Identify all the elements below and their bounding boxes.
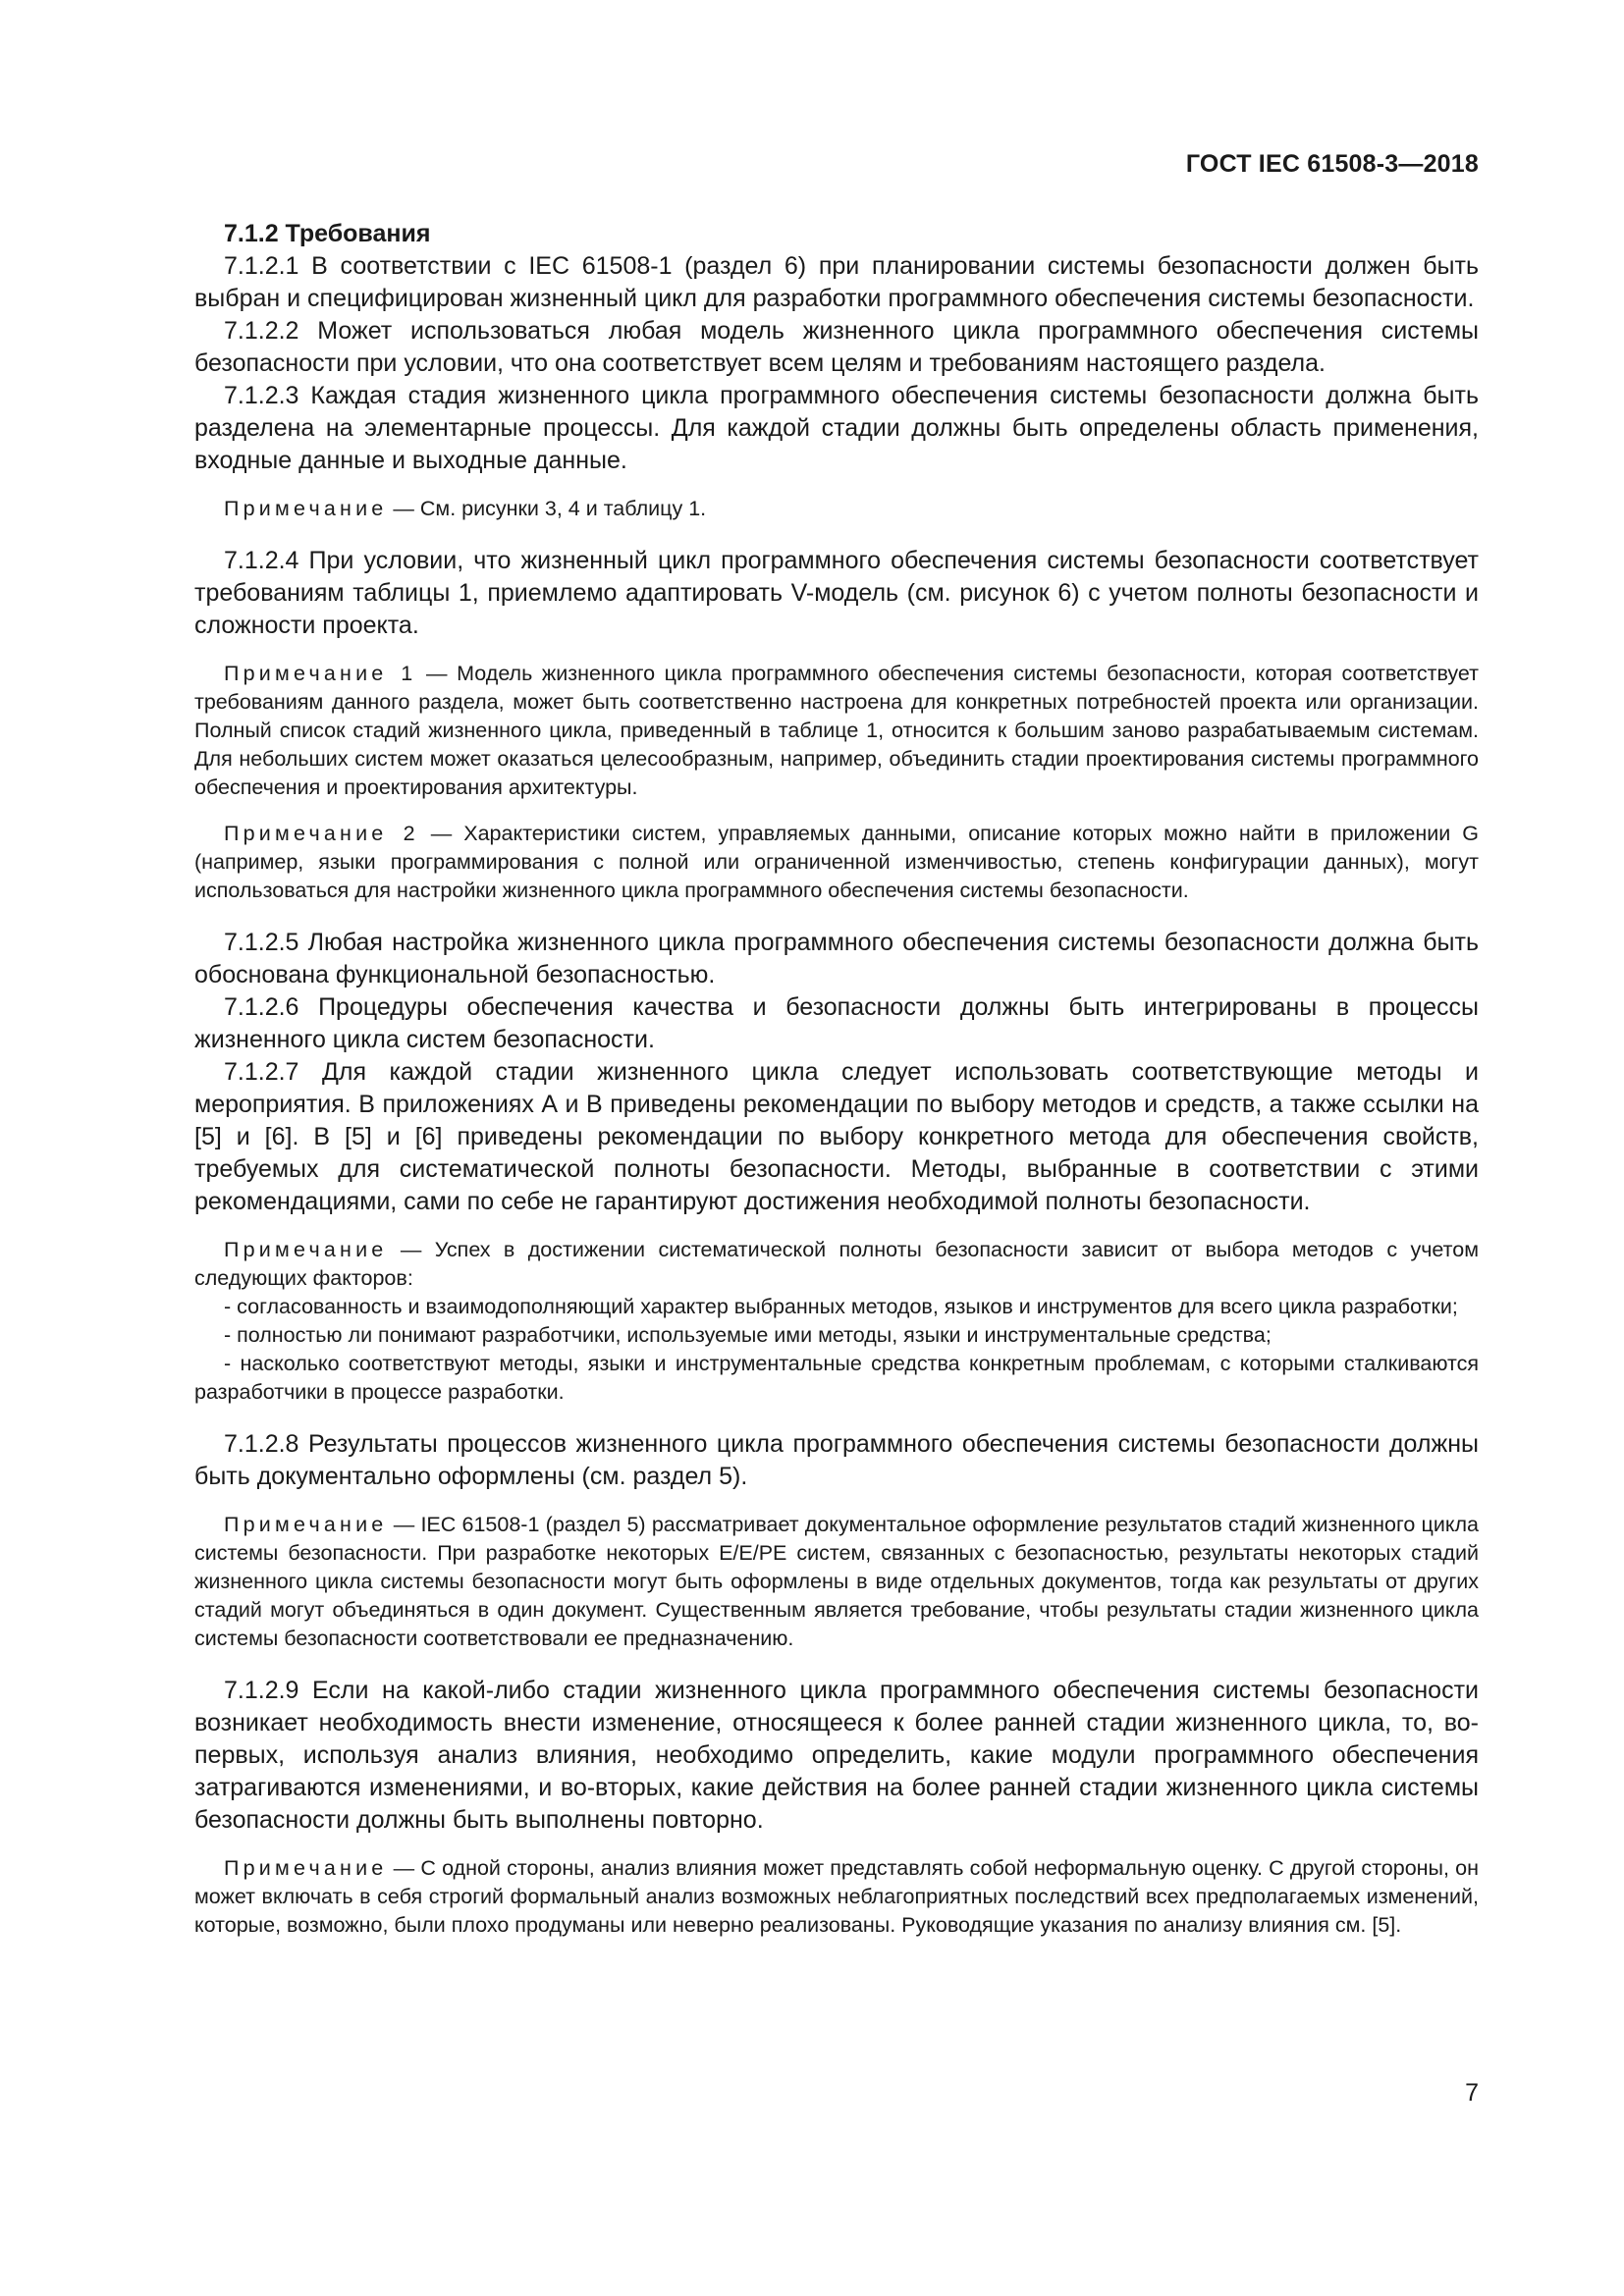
note-1-lifecycle-model xyxy=(194,660,1479,802)
clause-7-1-2-4: 7.1.2.4 При условии, что жизненный цикл программного обеспечения системы безопасности соответствует требованиям таблицы 1, приемлемо адаптировать V-модель (см. рисунок 6) с учетом полноты безопасности и сложности проекта. xyxy=(194,547,1479,639)
clause-7-1-2-9: 7.1.2.9 Если на какой-либо стадии жизненного цикла программного обеспечения системы безопасности возникает необходимость внести изменение, относящееся к более ранней стадии жизненного цикла, то, во-первых, используя анализ влияния, необходимо определить, какие модули программного обеспечения затрагиваются изменениями, и во-вторых, какие действия на более ранней стадии жизненного цикла системы безопасности должны быть выполнены повторно. xyxy=(194,1677,1479,1834)
note-label: Примечание xyxy=(224,1856,388,1880)
note-figures-reference xyxy=(194,495,1479,523)
note-label: Примечание xyxy=(224,1238,388,1261)
clause-7-1-2-2: 7.1.2.2 Может использоваться любая модель жизненного цикла программного обеспечения системы безопасности при условии, что она соответствует всем целям и требованиям настоящего раздела. xyxy=(194,317,1479,377)
page-number: 7 xyxy=(1465,2079,1479,2107)
clause-7-1-2-8: 7.1.2.8 Результаты процессов жизненного цикла программного обеспечения системы безопасности должны быть документально оформлены (см. раздел 5). xyxy=(194,1430,1479,1490)
clause-7-1-2-7: 7.1.2.7 Для каждой стадии жизненного цикла следует использовать соответствующие методы и мероприятия. В приложениях А и В приведены рекомендации по выбору методов и средств, а также ссылки на [5] и [6]. В [5] и [6] приведены рекомендации по выбору конкретного метода для обеспечения свойств, требуемых для систематической полноты безопасности. Методы, выбранные в соответствии с этими рекомендациями, сами по себе не гарантируют достижения необходимой полноты безопасности. xyxy=(194,1058,1479,1215)
note-impact-analysis xyxy=(194,1854,1479,1940)
list-item: - полностью ли понимают разработчики, используемые ими методы, языки и инструментальные средства; xyxy=(224,1323,1272,1347)
clause-7-1-2-1: 7.1.2.1 В соответствии с IEC 61508-1 (раздел 6) при планировании системы безопасности должен быть выбран и специфицирован жизненный цикл для разработки программного обеспечения системы безопасности. xyxy=(194,252,1479,312)
note-text: — См. рисунки 3, 4 и таблицу 1. xyxy=(387,497,707,520)
note-label: Примечание xyxy=(224,1513,388,1536)
clause-7-1-2-3: 7.1.2.3 Каждая стадия жизненного цикла программного обеспечения системы безопасности должна быть разделена на элементарные процессы. Для каждой стадии должны быть определены область применения, входные данные и выходные данные. xyxy=(194,382,1479,474)
note-label: Примечание xyxy=(224,497,388,520)
note-text: — Характеристики систем, управляемых данными, описание которых можно найти в приложении G (например, языки программирования с полной или ограниченной изменчивостью, степень конфигурации данных), могут использоваться для настройки жизненного цикла программного обеспечения системы безопасности. xyxy=(194,822,1479,902)
document-identifier: ГОСТ IEC 61508-3—2018 xyxy=(1185,150,1479,178)
list-item: - согласованность и взаимодополняющий характер выбранных методов, языков и инструментов для всего цикла разработки; xyxy=(224,1295,1458,1318)
note-label: Примечание 1 xyxy=(224,662,417,685)
section-heading: 7.1.2 Требования xyxy=(224,220,431,247)
note-text: — С одной стороны, анализ влияния может представлять собой неформальную оценку. С другой стороны, он может включать в себя строгий формальный анализ возможных неблагоприятных последствий всех предполагаемых изменений, которые, возможно, были плохо продуманы или неверно реализованы. Руководящие указания по анализу влияния см. [5]. xyxy=(194,1856,1479,1937)
note-text: — IEC 61508-1 (раздел 5) рассматривает документальное оформление результатов стадий жизненного цикла системы безопасности. При разработке некоторых Е/Е/РЕ систем, связанных с безопасностью, результаты некоторых стадий жизненного цикла системы безопасности могут быть оформлены в виде отдельных документов, тогда как результаты от других стадий могут объединяться в один документ. Существенным является требование, чтобы результаты стадии жизненного цикла системы безопасности соответствовали ее предназначению. xyxy=(194,1513,1479,1650)
note-2-data-driven-systems xyxy=(194,820,1479,905)
note-systematic-integrity xyxy=(194,1236,1479,1293)
clause-7-1-2-5: 7.1.2.5 Любая настройка жизненного цикла программного обеспечения системы безопасности должна быть обоснована функциональной безопасностью. xyxy=(194,929,1479,988)
note-documentation xyxy=(194,1511,1479,1653)
note-text: — Успех в достижении систематической полноты безопасности зависит от выбора методов с учетом следующих факторов: xyxy=(194,1238,1479,1290)
note-text: — Модель жизненного цикла программного обеспечения системы безопасности, которая соответствует требованиям данного раздела, может быть соответственно настроена для конкретных потребностей проекта или организации. Полный список стадий жизненного цикла, приведенный в таблице 1, относится к большим заново разрабатываемым системам. Для небольших систем может оказаться целесообразным, например, объединить стадии проектирования системы программного обеспечения и проектирования архитектуры. xyxy=(194,662,1479,799)
list-item: - насколько соответствуют методы, языки и инструментальные средства конкретным проблемам, с которыми сталкиваются разработчики в процессе разработки. xyxy=(194,1352,1479,1404)
page-content xyxy=(194,218,1479,1940)
note-label: Примечание 2 xyxy=(224,822,419,845)
clause-7-1-2-6: 7.1.2.6 Процедуры обеспечения качества и безопасности должны быть интегрированы в процессы жизненного цикла систем безопасности. xyxy=(194,993,1479,1053)
